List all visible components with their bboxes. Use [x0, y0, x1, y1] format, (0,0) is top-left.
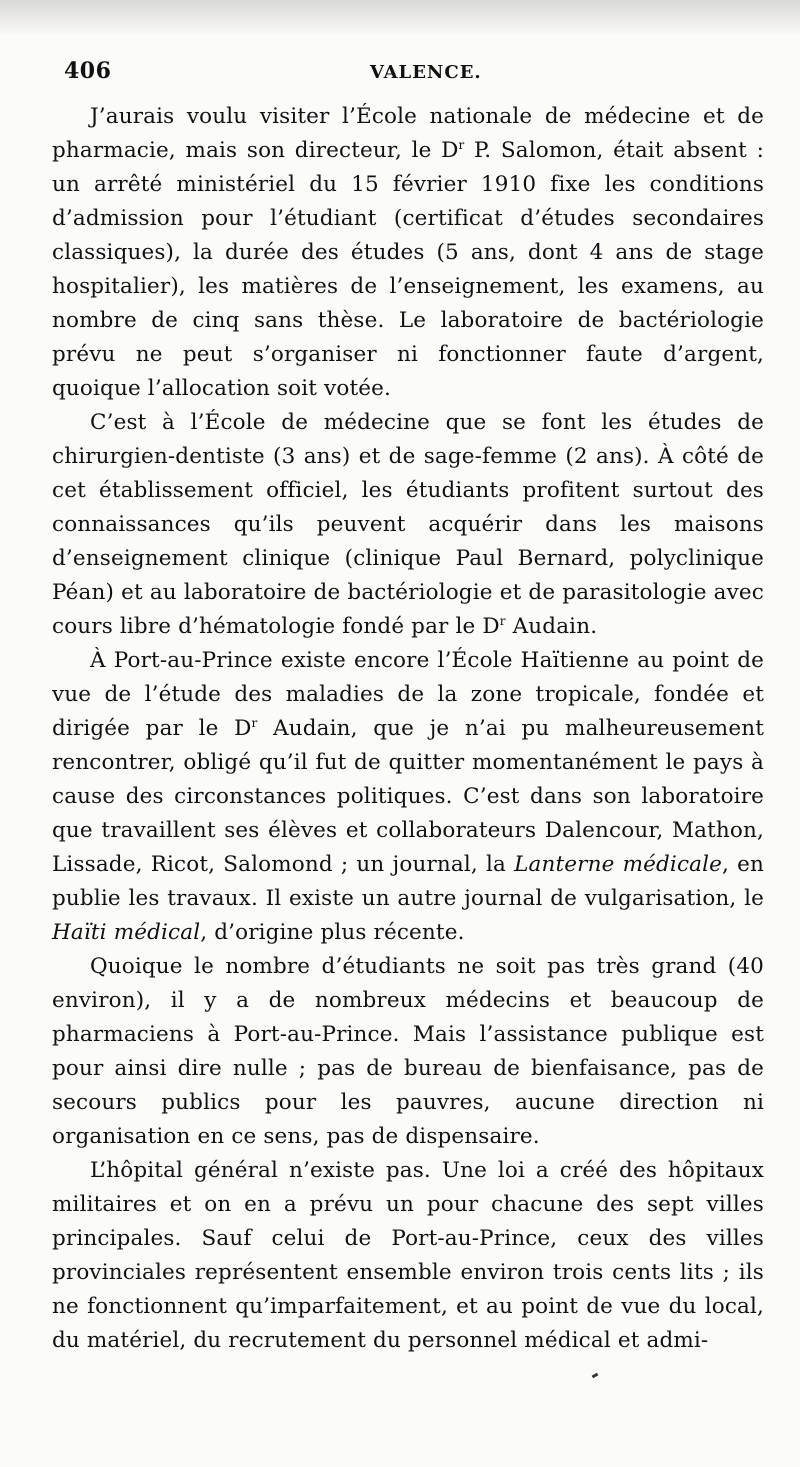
page-number: 406	[64, 58, 112, 84]
text-segment: C’est à l’École de médecine que se font les études de chirurgien-dentiste (3 ans) et de sage-femme (2 ans). À côté de cet établissement officiel, les étudiants profitent surtout des connaissances qu’ils peuvent acquérir dans les maisons d’enseignement clinique (clinique Paul Bernard, polyclinique Péan) et au laboratoire de bactériologie et de parasitologie avec cours libre d’hématologie fondé par le D	[52, 410, 764, 639]
paragraph	[52, 644, 764, 950]
text-segment: L’hôpital général n’existe pas. Une loi a créé des hôpitaux militaires et on en a prévu un pour chacune des sept villes principales. Sauf celui de Port-au-Prince, ceux des villes provinciales représentent ensemble environ trois cents lits ; ils ne fonctionnent qu’imparfaitement, et au point de vue du local, du matériel, du recrutement du personnel médical et admi-	[52, 1158, 764, 1353]
paragraph	[52, 950, 764, 1154]
text-segment: , en publie les travaux. Il existe un autre journal de vulgarisation, le	[52, 852, 765, 911]
text-segment: P. Salomon, était absent : un arrêté ministériel du 15 février 1910 fixe les conditions d’admission pour l’étudiant (certificat d’études secondaires classiques), la durée des études (5 ans, dont 4 ans de stage hospitalier), les matières de l’enseignement, les examens, au nombre de cinq sans thèse. Le laboratoire de bactériologie prévu ne peut s’organiser ni fonctionner faute d’argent, quoique l’allocation soit votée.	[52, 138, 764, 401]
paragraph	[52, 406, 764, 644]
paragraph	[52, 1154, 764, 1358]
italic-title: Lanterne médicale	[514, 852, 723, 877]
body-text	[52, 100, 764, 1358]
paragraph	[52, 100, 764, 406]
text-segment: Quoique le nombre d’étudiants ne soit pas très grand (40 environ), il y a de nombreux médecins et beaucoup de pharmaciens à Port-au-Prince. Mais l’assistance publique est pour ainsi dire nulle ; pas de bureau de bienfaisance, pas de secours publics pour les pauvres, aucune direction ni organisation en ce sens, pas de dispensaire.	[52, 954, 764, 1149]
superscript: r	[458, 137, 465, 152]
running-head: VALENCE.	[370, 62, 482, 83]
scan-shadow	[0, 0, 800, 36]
text-segment: Audain, que je n’ai pu malheureusement rencontrer, obligé qu’il fut de quitter momentanément le pays à cause des circonstances politiques. C’est dans son laboratoire que travaillent ses élèves et collaborateurs Dalencour, Mathon, Lissade, Ricot, Salomond ; un journal, la	[52, 716, 764, 877]
text-segment: J’aurais voulu visiter l’École nationale de médecine et de pharmacie, mais son directeur, le D	[52, 104, 764, 163]
ink-speck	[592, 1373, 599, 1379]
italic-title: Haïti médical	[52, 920, 201, 945]
superscript: r	[251, 715, 258, 730]
text-segment: Audain.	[505, 614, 598, 639]
text-segment: , d’origine plus récente.	[200, 920, 465, 945]
page-header	[48, 58, 768, 94]
text-segment: À Port-au-Prince existe encore l’École Haïtienne au point de vue de l’étude des maladies de la zone tropicale, fondée et dirigée par le D	[52, 648, 764, 741]
superscript: r	[499, 613, 506, 628]
